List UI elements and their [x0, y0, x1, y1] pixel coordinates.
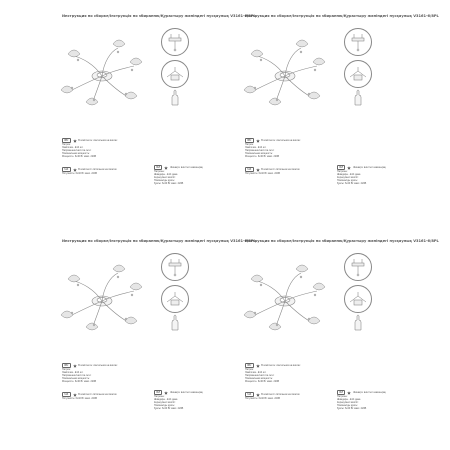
language-badge-kz: KZ	[337, 390, 345, 395]
section-heading: Жинақта: винттегі шамшырақ	[352, 165, 386, 169]
section-line: Напряжение/частота сети:	[62, 149, 92, 153]
section-ua	[245, 392, 300, 400]
section-heading: Жинақта: винттегі шамшырақ	[169, 165, 203, 169]
section-line: Мощность: 6x40 Вт макс. 220В	[62, 155, 97, 159]
section-kz	[337, 390, 386, 410]
section-line: Патрон:	[245, 368, 254, 371]
instruction-sheet	[231, 10, 439, 200]
language-badge-kz: KZ	[337, 165, 345, 170]
star-icon	[73, 168, 77, 172]
hand-icon	[168, 313, 182, 331]
section-line: Потужність: 6x40 Вт макс. 220В	[62, 397, 97, 400]
language-badge-ru: RU	[62, 138, 71, 143]
section-ua	[62, 167, 117, 175]
section-line: Лампочка - E14 шт.	[245, 371, 267, 375]
language-badge-ua: UA	[62, 167, 71, 172]
star-icon	[73, 139, 77, 143]
section-line: Шамдары - E14 дана	[337, 173, 361, 177]
section-kz	[154, 165, 203, 185]
document-title: Инструкция по сборке/Інструкція по збиранню/Құрастыру жөніндегі нұсқаулық V3161-6/8PL	[62, 14, 256, 18]
section-line: Напряжение/частота сети:	[245, 149, 275, 153]
section-line: Номинальная мощность:	[245, 377, 273, 381]
section-ru	[245, 138, 300, 158]
section-ua	[62, 392, 117, 400]
star-icon	[256, 139, 260, 143]
instruction-sheet	[231, 235, 439, 425]
detail-circle-1	[161, 253, 189, 281]
section-line: Номиналды қуаты:	[337, 404, 358, 408]
section-heading: Жинақта: винттегі шамшырақ	[352, 390, 386, 394]
section-line: Лампочка - E14 шт.	[62, 146, 84, 150]
hand-icon	[168, 88, 182, 106]
section-line: Шамдары - E14 дана	[154, 173, 178, 177]
section-line: Мощность: 6x40 Вт макс. 220В	[245, 155, 280, 159]
detail-circle-2	[161, 60, 189, 88]
section-heading: В комплекте: светильник на винтах	[261, 138, 301, 142]
section-line: Патроны:	[154, 170, 165, 173]
section-line: Номиналды қуаты:	[337, 179, 358, 183]
section-line: Лампочка - E14 шт.	[245, 146, 267, 150]
section-ru	[245, 363, 300, 383]
section-line: Патроны:	[337, 170, 348, 173]
section-ru	[62, 138, 117, 158]
section-line: Қуаты: 6x40 Вт макс. 220В	[337, 182, 367, 186]
section-line: Мощность: 6x40 Вт макс. 220В	[245, 380, 280, 384]
section-line: Қуаты: 6x40 Вт макс. 220В	[154, 407, 184, 411]
section-line: Потужність: 6x40 Вт макс. 220В	[245, 172, 280, 175]
section-line: Кернеу/желі жиілігі:	[337, 401, 359, 405]
section-line: Потужність: 6x40 Вт макс. 220В	[62, 172, 97, 175]
document-title: Инструкция по сборке/Інструкція по збиранню/Құрастыру жөніндегі нұсқаулық V3161-6/8PL	[62, 239, 256, 243]
star-icon	[347, 166, 351, 170]
star-icon	[256, 364, 260, 368]
section-line: Напряжение/частота сети:	[62, 374, 92, 378]
section-heading: В комплекте: светильник на винтах	[78, 138, 118, 142]
section-ua	[245, 167, 300, 175]
detail-circle-1	[344, 28, 372, 56]
section-heading: В комплекті: світильник на гвинтах	[261, 392, 300, 396]
hand-icon	[351, 313, 365, 331]
document-title: Инструкция по сборке/Інструкція по збиранню/Құрастыру жөніндегі нұсқаулық V3161-6/8PL	[245, 239, 439, 243]
section-line: Патроны:	[337, 395, 348, 398]
section-kz	[154, 390, 203, 410]
section-heading: В комплекті: світильник на гвинтах	[78, 392, 117, 396]
language-badge-ua: UA	[245, 167, 254, 172]
detail-circle-2	[344, 285, 372, 313]
section-heading: В комплекте: светильник на винтах	[261, 363, 301, 367]
ceiling-lamp-drawing	[241, 36, 329, 114]
language-badge-ua: UA	[62, 392, 71, 397]
section-line: Лампочка - E14 шт.	[62, 371, 84, 375]
document-title: Инструкция по сборке/Інструкція по збиранню/Құрастыру жөніндегі нұсқаулық V3161-6/8PL	[245, 14, 439, 18]
detail-circle-2	[161, 285, 189, 313]
section-line: Номинальная мощность:	[62, 377, 90, 381]
ceiling-lamp-drawing	[241, 261, 329, 339]
language-badge-kz: KZ	[154, 390, 162, 395]
star-icon	[73, 364, 77, 368]
section-line: Қуаты: 6x40 Вт макс. 220В	[154, 182, 184, 186]
star-icon	[164, 391, 168, 395]
language-badge-ru: RU	[62, 363, 71, 368]
section-line: Шамдары - E14 дана	[154, 398, 178, 402]
section-line: Патрон:	[62, 368, 71, 371]
section-line: Патрон:	[62, 143, 71, 146]
section-heading: В комплекті: світильник на гвинтах	[261, 167, 300, 171]
star-icon	[164, 166, 168, 170]
language-badge-kz: KZ	[154, 165, 162, 170]
section-line: Шамдары - E14 дана	[337, 398, 361, 402]
section-heading: В комплекте: светильник на винтах	[78, 363, 118, 367]
ceiling-lamp-drawing	[58, 36, 146, 114]
section-kz	[337, 165, 386, 185]
star-icon	[347, 391, 351, 395]
ceiling-lamp-drawing	[58, 261, 146, 339]
section-line: Кернеу/желі жиілігі:	[154, 401, 176, 405]
instruction-sheet	[48, 10, 256, 200]
star-icon	[256, 393, 260, 397]
language-badge-ru: RU	[245, 363, 254, 368]
instruction-sheet	[48, 235, 256, 425]
hand-icon	[351, 88, 365, 106]
section-line: Кернеу/желі жиілігі:	[337, 176, 359, 180]
section-line: Мощность: 6x40 Вт макс. 220В	[62, 380, 97, 384]
language-badge-ua: UA	[245, 392, 254, 397]
section-line: Патрон:	[245, 143, 254, 146]
language-badge-ru: RU	[245, 138, 254, 143]
detail-circle-1	[344, 253, 372, 281]
star-icon	[73, 393, 77, 397]
section-line: Қуаты: 6x40 Вт макс. 220В	[337, 407, 367, 411]
section-heading: Жинақта: винттегі шамшырақ	[169, 390, 203, 394]
section-line: Номинальная мощность:	[62, 152, 90, 156]
detail-circle-2	[344, 60, 372, 88]
star-icon	[256, 168, 260, 172]
section-ru	[62, 363, 117, 383]
section-line: Номиналды қуаты:	[154, 179, 175, 183]
section-line: Кернеу/желі жиілігі:	[154, 176, 176, 180]
section-line: Номинальная мощность:	[245, 152, 273, 156]
section-line: Номиналды қуаты:	[154, 404, 175, 408]
section-heading: В комплекті: світильник на гвинтах	[78, 167, 117, 171]
section-line: Напряжение/частота сети:	[245, 374, 275, 378]
detail-circle-1	[161, 28, 189, 56]
section-line: Потужність: 6x40 Вт макс. 220В	[245, 397, 280, 400]
section-line: Патроны:	[154, 395, 165, 398]
